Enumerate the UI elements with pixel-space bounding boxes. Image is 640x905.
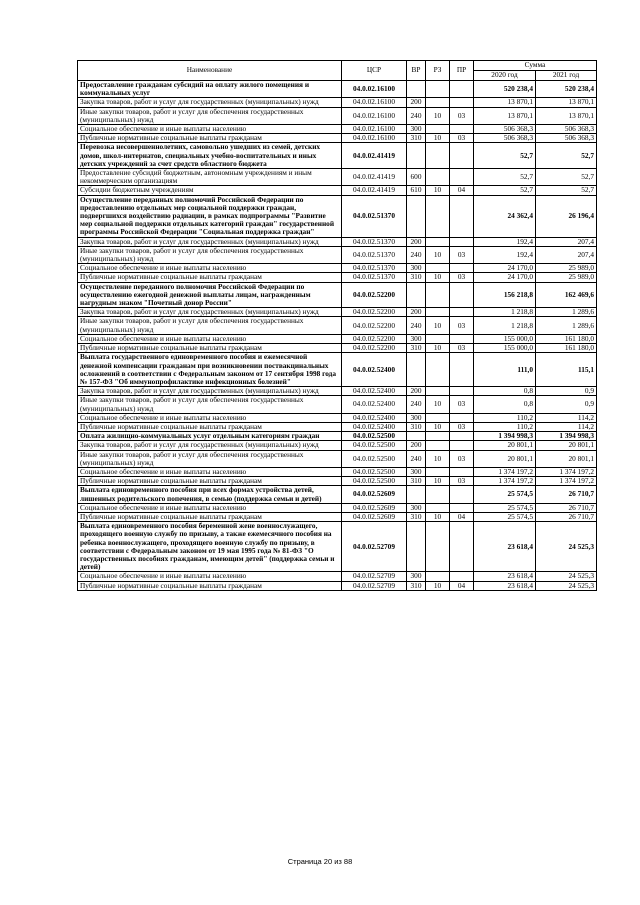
cell-sum-2020: 111,0 — [474, 353, 536, 387]
cell-name: Социальное обеспечение и иные выплаты населению — [78, 264, 342, 273]
cell-pr — [450, 353, 474, 387]
cell-pr — [450, 308, 474, 317]
cell-sum-2020: 25 574,5 — [474, 503, 536, 512]
cell-sum-2020: 520 238,4 — [474, 81, 536, 98]
cell-rz: 10 — [426, 107, 450, 124]
cell-sum-2020: 156 218,8 — [474, 282, 536, 308]
cell-pr: 03 — [450, 317, 474, 334]
table-row — [78, 486, 597, 503]
header-csr: ЦСР — [342, 61, 407, 81]
cell-name: Публичные нормативные социальные выплаты гражданам — [78, 581, 342, 590]
cell-vr: 240 — [407, 246, 426, 263]
cell-rz: 10 — [426, 477, 450, 486]
table-row — [78, 477, 597, 486]
cell-csr: 04.0.02.51370 — [342, 237, 407, 246]
cell-sum-2020: 506 368,3 — [474, 125, 536, 134]
cell-vr: 310 — [407, 344, 426, 353]
table-row — [78, 450, 597, 467]
cell-csr: 04.0.02.52400 — [342, 413, 407, 422]
table-row — [78, 522, 597, 572]
cell-vr: 310 — [407, 422, 426, 431]
cell-pr: 03 — [450, 134, 474, 143]
cell-rz: 10 — [426, 450, 450, 467]
cell-sum-2021: 1 289,6 — [536, 317, 597, 334]
cell-pr — [450, 334, 474, 343]
cell-csr: 04.0.02.52400 — [342, 422, 407, 431]
table-row — [78, 396, 597, 413]
cell-rz: 10 — [426, 581, 450, 590]
cell-sum-2021: 24 525,3 — [536, 572, 597, 581]
cell-pr — [450, 413, 474, 422]
table-row — [78, 334, 597, 343]
cell-vr: 240 — [407, 107, 426, 124]
cell-rz — [426, 522, 450, 572]
cell-vr — [407, 432, 426, 441]
table-row — [78, 344, 597, 353]
table-row — [78, 125, 597, 134]
table-row — [78, 572, 597, 581]
cell-rz — [426, 353, 450, 387]
cell-sum-2021: 506 368,3 — [536, 125, 597, 134]
cell-sum-2021: 13 870,1 — [536, 107, 597, 124]
table-row — [78, 237, 597, 246]
cell-sum-2020: 1 374 197,2 — [474, 477, 536, 486]
table-row — [78, 246, 597, 263]
table-row — [78, 143, 597, 169]
cell-rz: 10 — [426, 273, 450, 282]
cell-pr: 03 — [450, 477, 474, 486]
table-row — [78, 107, 597, 124]
cell-sum-2020: 52,7 — [474, 169, 536, 186]
cell-pr — [450, 195, 474, 237]
cell-name: Иные закупки товаров, работ и услуг для обеспечения государственных (муниципальных) нужд — [78, 107, 342, 124]
cell-name: Предоставление гражданам субсидий на оплату жилого помещения и коммунальных услуг — [78, 81, 342, 98]
cell-sum-2020: 1 218,8 — [474, 308, 536, 317]
cell-rz — [426, 334, 450, 343]
cell-sum-2020: 192,4 — [474, 246, 536, 263]
cell-vr: 200 — [407, 387, 426, 396]
cell-csr: 04.0.02.51370 — [342, 273, 407, 282]
cell-sum-2020: 24 362,4 — [474, 195, 536, 237]
cell-rz: 10 — [426, 246, 450, 263]
cell-name: Публичные нормативные социальные выплаты гражданам — [78, 422, 342, 431]
cell-sum-2021: 52,7 — [536, 169, 597, 186]
cell-csr: 04.0.02.52500 — [342, 450, 407, 467]
cell-rz: 10 — [426, 512, 450, 521]
cell-sum-2020: 23 618,4 — [474, 522, 536, 572]
cell-sum-2020: 23 618,4 — [474, 572, 536, 581]
cell-sum-2021: 24 525,3 — [536, 522, 597, 572]
cell-name: Социальное обеспечение и иные выплаты населению — [78, 572, 342, 581]
cell-rz — [426, 486, 450, 503]
cell-rz — [426, 125, 450, 134]
cell-vr: 300 — [407, 467, 426, 476]
table-row — [78, 282, 597, 308]
cell-name: Иные закупки товаров, работ и услуг для обеспечения государственных (муниципальных) нужд — [78, 396, 342, 413]
cell-sum-2021: 0,9 — [536, 387, 597, 396]
cell-sum-2021: 161 180,0 — [536, 344, 597, 353]
table-row — [78, 422, 597, 431]
table-row — [78, 186, 597, 195]
budget-table — [77, 60, 597, 591]
cell-pr: 04 — [450, 581, 474, 590]
cell-sum-2021: 520 238,4 — [536, 81, 597, 98]
table-row — [78, 441, 597, 450]
cell-pr: 04 — [450, 186, 474, 195]
table-row — [78, 98, 597, 107]
cell-csr: 04.0.02.41419 — [342, 186, 407, 195]
cell-sum-2021: 115,1 — [536, 353, 597, 387]
cell-sum-2021: 20 801,1 — [536, 441, 597, 450]
cell-pr — [450, 282, 474, 308]
cell-vr: 200 — [407, 237, 426, 246]
cell-csr: 04.0.02.16100 — [342, 98, 407, 107]
cell-sum-2020: 13 870,1 — [474, 107, 536, 124]
header-pr: ПР — [450, 61, 474, 81]
cell-pr — [450, 237, 474, 246]
cell-sum-2020: 25 574,5 — [474, 486, 536, 503]
cell-sum-2020: 110,2 — [474, 413, 536, 422]
cell-pr — [450, 572, 474, 581]
table-row — [78, 581, 597, 590]
cell-sum-2021: 52,7 — [536, 143, 597, 169]
cell-vr — [407, 81, 426, 98]
cell-name: Осуществление переданного полномочия Российской Федерации по осуществлению ежегодной денежной выплаты лицам, награжденным нагрудным знаком "Почетный донор России" — [78, 282, 342, 308]
cell-csr: 04.0.02.52709 — [342, 522, 407, 572]
cell-sum-2021: 162 469,6 — [536, 282, 597, 308]
cell-sum-2020: 506 368,3 — [474, 134, 536, 143]
cell-sum-2021: 207,4 — [536, 246, 597, 263]
cell-pr: 03 — [450, 246, 474, 263]
cell-name: Закупка товаров, работ и услуг для государственных (муниципальных) нужд — [78, 98, 342, 107]
cell-pr — [450, 264, 474, 273]
cell-sum-2020: 20 801,1 — [474, 450, 536, 467]
cell-csr: 04.0.02.52609 — [342, 503, 407, 512]
cell-sum-2021: 26 710,7 — [536, 486, 597, 503]
cell-name: Социальное обеспечение и иные выплаты населению — [78, 334, 342, 343]
table-row — [78, 467, 597, 476]
cell-name: Закупка товаров, работ и услуг для государственных (муниципальных) нужд — [78, 237, 342, 246]
cell-vr: 200 — [407, 98, 426, 107]
cell-name: Публичные нормативные социальные выплаты гражданам — [78, 512, 342, 521]
cell-pr — [450, 432, 474, 441]
cell-pr — [450, 387, 474, 396]
cell-sum-2021: 161 180,0 — [536, 334, 597, 343]
table-row — [78, 273, 597, 282]
cell-sum-2021: 506 368,3 — [536, 134, 597, 143]
cell-pr — [450, 143, 474, 169]
cell-csr: 04.0.02.41419 — [342, 169, 407, 186]
table-header-row — [78, 61, 597, 71]
cell-rz: 10 — [426, 317, 450, 334]
cell-csr: 04.0.02.52200 — [342, 317, 407, 334]
cell-pr — [450, 486, 474, 503]
cell-rz — [426, 441, 450, 450]
cell-sum-2021: 1 394 998,3 — [536, 432, 597, 441]
cell-sum-2021: 52,7 — [536, 186, 597, 195]
cell-csr: 04.0.02.16100 — [342, 81, 407, 98]
cell-name: Перевозка несовершеннолетних, самовольно ушедших из семей, детских домов, школ-интернатов, специальных учебно-воспитательных и иных детских учреждений за счет средств областного бюджета — [78, 143, 342, 169]
cell-name: Осуществление переданных полномочий Российской Федерации по предоставлению отдельных мер социальной поддержки граждан, подвергшихся воздействию радиации, в рамках подпрограммы "Развитие мер социальной поддержки отдельных категорий граждан" государственной программы Российской Федерации "Социальная поддержка граждан" — [78, 195, 342, 237]
cell-csr: 04.0.02.52709 — [342, 572, 407, 581]
cell-csr: 04.0.02.51370 — [342, 195, 407, 237]
cell-vr: 610 — [407, 186, 426, 195]
cell-vr: 300 — [407, 503, 426, 512]
cell-pr — [450, 522, 474, 572]
header-year-2021: 2021 год — [536, 71, 597, 81]
cell-pr: 03 — [450, 396, 474, 413]
cell-rz — [426, 308, 450, 317]
cell-name: Выплата государственного единовременного пособия и ежемесячной денежной компенсации гражданам при возникновении поствакцинальных осложнений в соответствии с Федеральным законом от 17 сентября 1998 года № 157-ФЗ "Об иммунопрофилактике инфекционных болезней" — [78, 353, 342, 387]
cell-rz — [426, 572, 450, 581]
table-row — [78, 81, 597, 98]
cell-sum-2020: 23 618,4 — [474, 581, 536, 590]
table-row — [78, 387, 597, 396]
cell-csr: 04.0.02.52200 — [342, 282, 407, 308]
cell-csr: 04.0.02.52400 — [342, 353, 407, 387]
cell-vr: 310 — [407, 273, 426, 282]
cell-rz: 10 — [426, 396, 450, 413]
cell-sum-2020: 52,7 — [474, 186, 536, 195]
cell-pr: 04 — [450, 512, 474, 521]
cell-rz: 10 — [426, 344, 450, 353]
cell-vr — [407, 486, 426, 503]
cell-rz — [426, 503, 450, 512]
cell-sum-2020: 0,8 — [474, 387, 536, 396]
table-body — [78, 81, 597, 591]
cell-csr: 04.0.02.52609 — [342, 512, 407, 521]
cell-rz — [426, 81, 450, 98]
cell-sum-2021: 24 525,3 — [536, 581, 597, 590]
cell-vr: 300 — [407, 413, 426, 422]
table-row — [78, 308, 597, 317]
cell-name: Иные закупки товаров, работ и услуг для обеспечения государственных (муниципальных) нужд — [78, 450, 342, 467]
cell-csr: 04.0.02.52200 — [342, 308, 407, 317]
cell-rz: 10 — [426, 422, 450, 431]
cell-rz — [426, 98, 450, 107]
cell-csr: 04.0.02.52500 — [342, 432, 407, 441]
cell-pr — [450, 503, 474, 512]
page-number: Страница 20 из 88 — [287, 857, 353, 866]
cell-sum-2020: 25 574,5 — [474, 512, 536, 521]
cell-sum-2020: 1 374 197,2 — [474, 467, 536, 476]
cell-csr: 04.0.02.52400 — [342, 387, 407, 396]
cell-sum-2020: 110,2 — [474, 422, 536, 431]
cell-vr: 300 — [407, 125, 426, 134]
cell-vr: 310 — [407, 581, 426, 590]
cell-rz — [426, 467, 450, 476]
table-row — [78, 503, 597, 512]
cell-rz — [426, 387, 450, 396]
cell-sum-2021: 1 374 197,2 — [536, 477, 597, 486]
cell-name: Закупка товаров, работ и услуг для государственных (муниципальных) нужд — [78, 387, 342, 396]
header-sum: Сумма — [474, 61, 597, 71]
table-row — [78, 432, 597, 441]
cell-name: Социальное обеспечение и иные выплаты населению — [78, 467, 342, 476]
table-row — [78, 264, 597, 273]
cell-sum-2021: 114,2 — [536, 422, 597, 431]
cell-name: Публичные нормативные социальные выплаты гражданам — [78, 477, 342, 486]
cell-name: Закупка товаров, работ и услуг для государственных (муниципальных) нужд — [78, 308, 342, 317]
header-year-2020: 2020 год — [474, 71, 536, 81]
cell-name: Социальное обеспечение и иные выплаты населению — [78, 503, 342, 512]
cell-rz: 10 — [426, 134, 450, 143]
header-vr: ВР — [407, 61, 426, 81]
cell-rz — [426, 195, 450, 237]
cell-rz — [426, 143, 450, 169]
cell-sum-2020: 24 170,0 — [474, 264, 536, 273]
cell-vr — [407, 282, 426, 308]
cell-csr: 04.0.02.52500 — [342, 441, 407, 450]
cell-sum-2021: 13 870,1 — [536, 98, 597, 107]
cell-vr: 300 — [407, 572, 426, 581]
cell-vr: 200 — [407, 308, 426, 317]
cell-sum-2020: 13 870,1 — [474, 98, 536, 107]
cell-csr: 04.0.02.52200 — [342, 334, 407, 343]
cell-sum-2021: 26 710,7 — [536, 503, 597, 512]
cell-rz: 10 — [426, 186, 450, 195]
cell-sum-2020: 155 000,0 — [474, 334, 536, 343]
table-row — [78, 195, 597, 237]
cell-rz — [426, 264, 450, 273]
cell-csr: 04.0.02.16100 — [342, 125, 407, 134]
cell-sum-2021: 1 289,6 — [536, 308, 597, 317]
header-name: Наименование — [78, 61, 342, 81]
cell-pr — [450, 169, 474, 186]
cell-sum-2020: 20 801,1 — [474, 441, 536, 450]
cell-csr: 04.0.02.52709 — [342, 581, 407, 590]
cell-name: Публичные нормативные социальные выплаты гражданам — [78, 134, 342, 143]
cell-vr: 310 — [407, 134, 426, 143]
cell-name: Публичные нормативные социальные выплаты гражданам — [78, 344, 342, 353]
cell-name: Выплата единовременного пособия при всех формах устройства детей, лишенных родительского попечения, в семью (поддержка семьи и детей) — [78, 486, 342, 503]
cell-sum-2020: 1 394 998,3 — [474, 432, 536, 441]
cell-sum-2021: 25 989,0 — [536, 273, 597, 282]
table-row — [78, 134, 597, 143]
cell-name: Субсидии бюджетным учреждениям — [78, 186, 342, 195]
cell-pr — [450, 125, 474, 134]
cell-csr: 04.0.02.41419 — [342, 143, 407, 169]
cell-csr: 04.0.02.51370 — [342, 246, 407, 263]
cell-rz — [426, 413, 450, 422]
cell-rz — [426, 169, 450, 186]
header-rz: РЗ — [426, 61, 450, 81]
cell-vr: 310 — [407, 512, 426, 521]
cell-name: Выплата единовременного пособия беременной жене военнослужащего, проходящего военную службу по призыву, а также ежемесячного пособия на ребенка военнослужащего, проходящего военную службу по призыву, в соответствии с Федеральным законом от 19 мая 1995 года № 81-ФЗ "О государственных пособиях гражданам, имеющим детей" (поддержка семьи и детей) — [78, 522, 342, 572]
cell-vr: 300 — [407, 334, 426, 343]
cell-sum-2021: 114,2 — [536, 413, 597, 422]
table-row — [78, 413, 597, 422]
cell-csr: 04.0.02.52609 — [342, 486, 407, 503]
cell-sum-2020: 1 218,8 — [474, 317, 536, 334]
cell-vr: 600 — [407, 169, 426, 186]
table-row — [78, 169, 597, 186]
cell-csr: 04.0.02.52400 — [342, 396, 407, 413]
cell-name: Иные закупки товаров, работ и услуг для обеспечения государственных (муниципальных) нужд — [78, 246, 342, 263]
cell-pr: 03 — [450, 450, 474, 467]
cell-csr: 04.0.02.52500 — [342, 467, 407, 476]
cell-name: Социальное обеспечение и иные выплаты населению — [78, 125, 342, 134]
cell-vr — [407, 143, 426, 169]
cell-sum-2020: 24 170,0 — [474, 273, 536, 282]
cell-sum-2021: 1 374 197,2 — [536, 467, 597, 476]
cell-name: Закупка товаров, работ и услуг для государственных (муниципальных) нужд — [78, 441, 342, 450]
cell-pr — [450, 467, 474, 476]
cell-pr: 03 — [450, 107, 474, 124]
cell-csr: 04.0.02.52500 — [342, 477, 407, 486]
cell-csr: 04.0.02.16100 — [342, 134, 407, 143]
cell-name: Оплата жилищно-коммунальных услуг отдельным категориям граждан — [78, 432, 342, 441]
cell-vr: 310 — [407, 477, 426, 486]
cell-sum-2020: 155 000,0 — [474, 344, 536, 353]
cell-rz — [426, 237, 450, 246]
cell-vr — [407, 353, 426, 387]
cell-csr: 04.0.02.16100 — [342, 107, 407, 124]
cell-sum-2021: 20 801,1 — [536, 450, 597, 467]
cell-pr — [450, 98, 474, 107]
cell-csr: 04.0.02.52200 — [342, 344, 407, 353]
cell-name: Иные закупки товаров, работ и услуг для обеспечения государственных (муниципальных) нужд — [78, 317, 342, 334]
cell-sum-2020: 52,7 — [474, 143, 536, 169]
cell-vr: 240 — [407, 317, 426, 334]
cell-pr — [450, 81, 474, 98]
cell-pr: 03 — [450, 422, 474, 431]
table-row — [78, 353, 597, 387]
cell-pr — [450, 441, 474, 450]
cell-sum-2021: 0,9 — [536, 396, 597, 413]
cell-name: Публичные нормативные социальные выплаты гражданам — [78, 273, 342, 282]
cell-vr — [407, 522, 426, 572]
cell-rz — [426, 282, 450, 308]
cell-sum-2021: 26 196,4 — [536, 195, 597, 237]
table-row — [78, 317, 597, 334]
cell-pr: 03 — [450, 273, 474, 282]
cell-name: Социальное обеспечение и иные выплаты населению — [78, 413, 342, 422]
cell-sum-2020: 0,8 — [474, 396, 536, 413]
cell-sum-2021: 25 989,0 — [536, 264, 597, 273]
cell-vr: 240 — [407, 396, 426, 413]
cell-sum-2021: 26 710,7 — [536, 512, 597, 521]
cell-vr — [407, 195, 426, 237]
cell-name: Предоставление субсидий бюджетным, автономным учреждениям и иным некоммерческим организациям — [78, 169, 342, 186]
cell-csr: 04.0.02.51370 — [342, 264, 407, 273]
cell-sum-2021: 207,4 — [536, 237, 597, 246]
cell-vr: 200 — [407, 441, 426, 450]
cell-vr: 240 — [407, 450, 426, 467]
cell-rz — [426, 432, 450, 441]
cell-vr: 300 — [407, 264, 426, 273]
cell-pr: 03 — [450, 344, 474, 353]
cell-sum-2020: 192,4 — [474, 237, 536, 246]
table-row — [78, 512, 597, 521]
